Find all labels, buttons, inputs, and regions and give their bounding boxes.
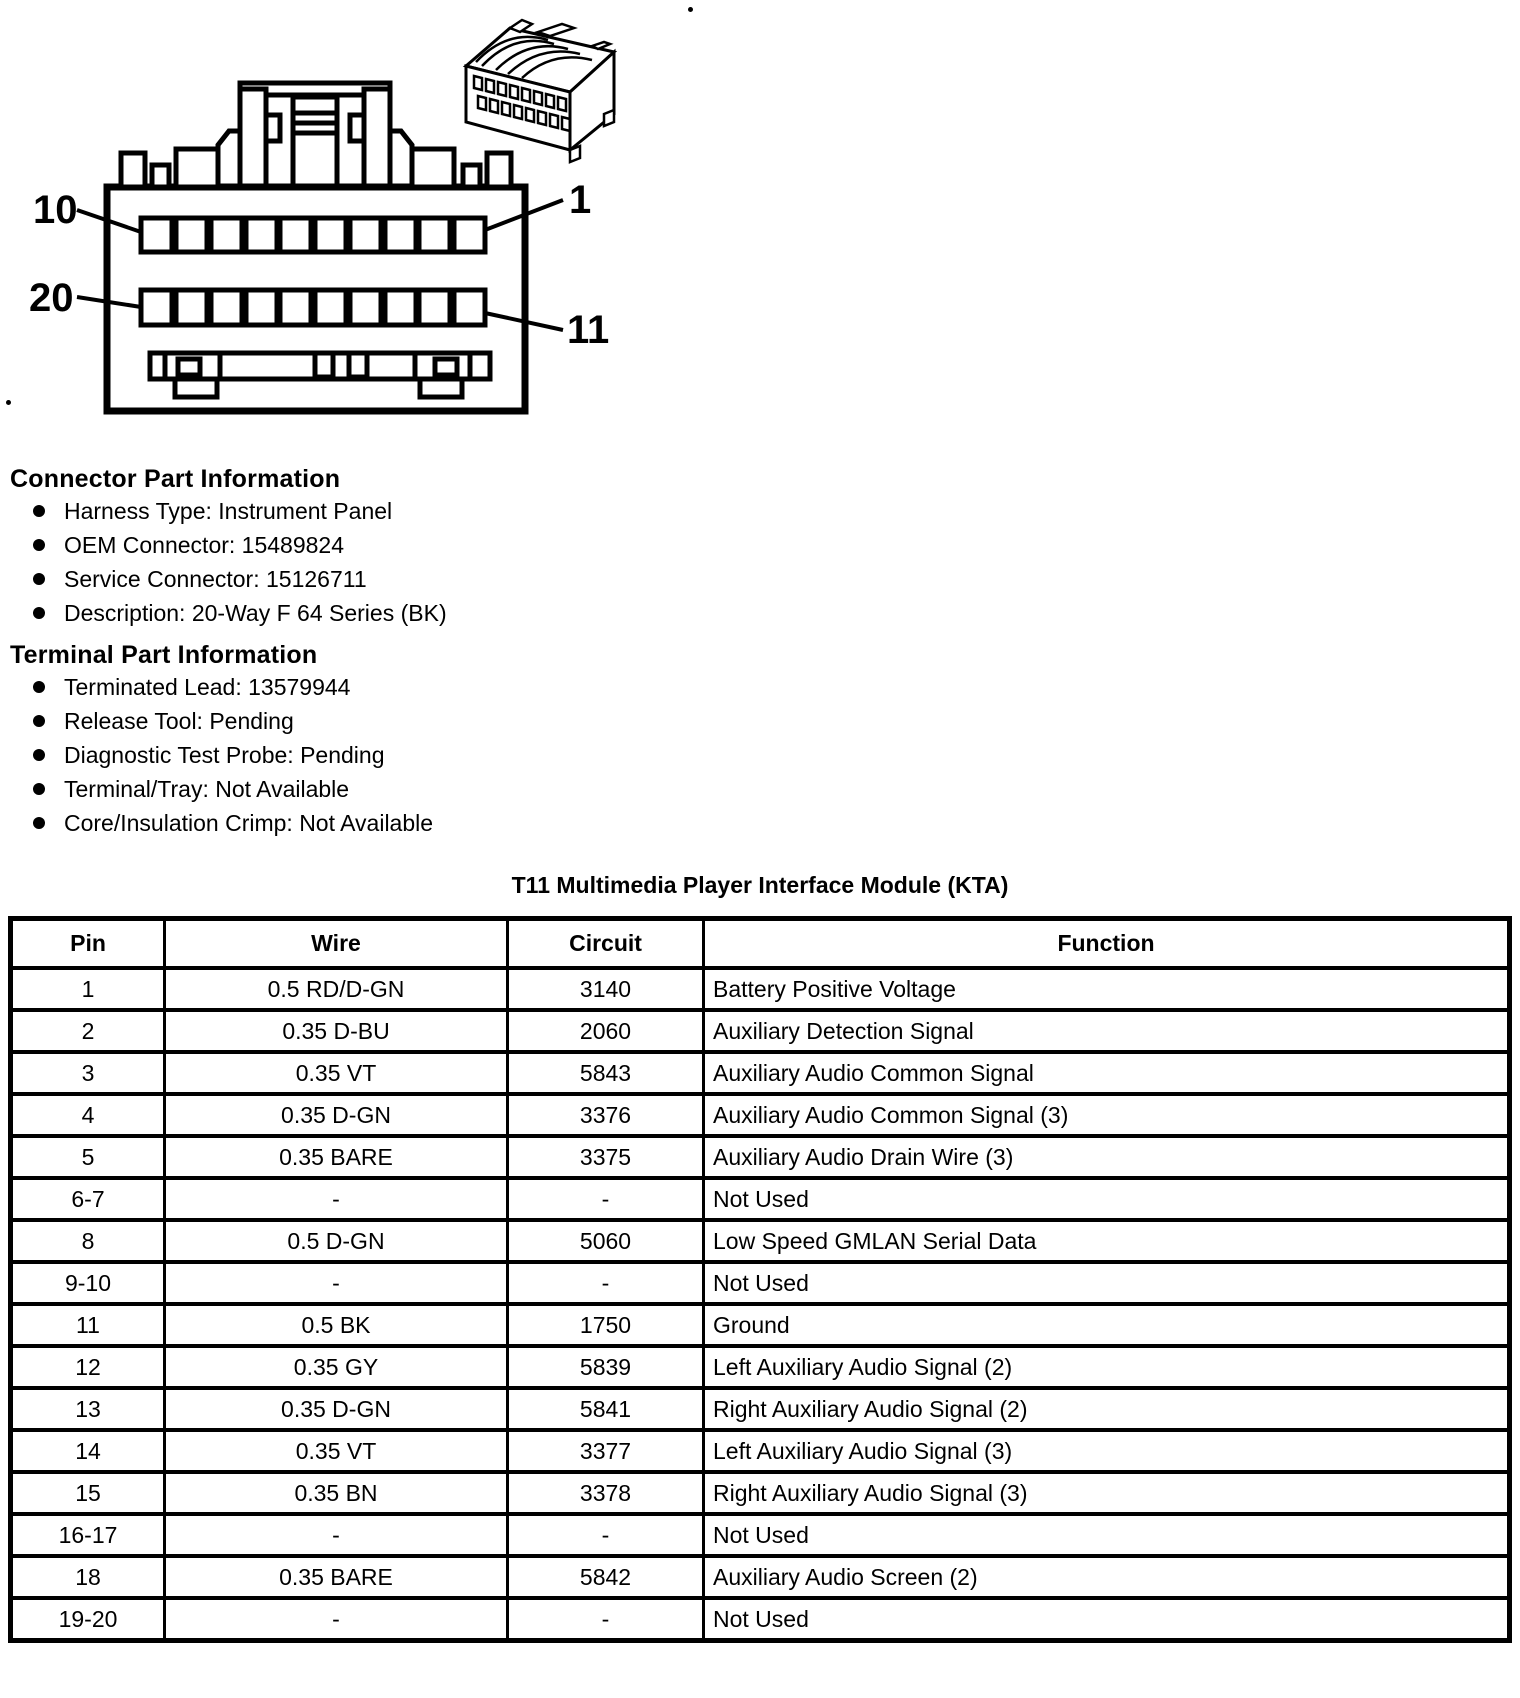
list-item-text: Terminal/Tray: Not Available: [64, 775, 350, 802]
cell-pin: 9-10: [11, 1262, 165, 1304]
cell-function: Not Used: [704, 1598, 1510, 1641]
cell-circuit: 3378: [508, 1472, 704, 1514]
column-header-pin: Pin: [11, 919, 165, 969]
column-header-wire: Wire: [165, 919, 508, 969]
bullet-icon: [33, 681, 45, 693]
cell-wire: 0.35 GY: [165, 1346, 508, 1388]
cell-function: Right Auxiliary Audio Signal (3): [704, 1472, 1510, 1514]
list-item-text: Service Connector: 15126711: [64, 565, 367, 592]
terminal-part-info-list: [0, 670, 1520, 840]
connector-diagram-area: [0, 0, 1520, 462]
list-item-text: Diagnostic Test Probe: Pending: [64, 741, 385, 768]
list-item: [33, 738, 1520, 772]
bullet-icon: [33, 749, 45, 761]
cell-circuit: -: [508, 1598, 704, 1641]
table-row: [11, 1388, 1510, 1430]
cell-pin: 4: [11, 1094, 165, 1136]
cell-wire: 0.35 VT: [165, 1430, 508, 1472]
table-row: [11, 1178, 1510, 1220]
cell-function: Right Auxiliary Audio Signal (2): [704, 1388, 1510, 1430]
table-row: [11, 1136, 1510, 1178]
cell-circuit: 2060: [508, 1010, 704, 1052]
list-item-text: Terminated Lead: 13579944: [64, 673, 351, 700]
pin-label-1: 1: [569, 178, 592, 222]
cell-circuit: 5842: [508, 1556, 704, 1598]
cell-wire: 0.35 BARE: [165, 1556, 508, 1598]
cell-pin: 15: [11, 1472, 165, 1514]
pin-label-20: 20: [29, 276, 74, 320]
cell-function: Auxiliary Audio Common Signal: [704, 1052, 1510, 1094]
cell-function: Not Used: [704, 1178, 1510, 1220]
cell-wire: -: [165, 1178, 508, 1220]
cell-function: Left Auxiliary Audio Signal (3): [704, 1430, 1510, 1472]
list-item: [33, 562, 1520, 596]
cell-wire: 0.5 D-GN: [165, 1220, 508, 1262]
cell-pin: 13: [11, 1388, 165, 1430]
cell-function: Battery Positive Voltage: [704, 968, 1510, 1010]
cell-function: Auxiliary Detection Signal: [704, 1010, 1510, 1052]
cell-pin: 2: [11, 1010, 165, 1052]
list-item: [33, 806, 1520, 840]
cell-function: Left Auxiliary Audio Signal (2): [704, 1346, 1510, 1388]
pinout-table-title: T11 Multimedia Player Interface Module (KTA): [511, 872, 1009, 898]
table-row: [11, 968, 1510, 1010]
bullet-icon: [33, 817, 45, 829]
pin-label-11: 11: [567, 308, 610, 352]
table-row: [11, 1304, 1510, 1346]
table-row: [11, 1472, 1510, 1514]
cell-pin: 3: [11, 1052, 165, 1094]
bullet-icon: [33, 539, 45, 551]
table-row: [11, 1052, 1510, 1094]
pinout-table: [8, 916, 1512, 1643]
cell-circuit: 5841: [508, 1388, 704, 1430]
table-row: [11, 1220, 1510, 1262]
connector-part-info-list: [0, 494, 1520, 630]
cell-pin: 12: [11, 1346, 165, 1388]
cell-pin: 14: [11, 1430, 165, 1472]
cell-wire: 0.35 VT: [165, 1052, 508, 1094]
cell-circuit: -: [508, 1514, 704, 1556]
cell-function: Ground: [704, 1304, 1510, 1346]
cell-pin: 8: [11, 1220, 165, 1262]
cell-pin: 6-7: [11, 1178, 165, 1220]
pin-label-10: 10: [33, 188, 78, 232]
bullet-icon: [33, 783, 45, 795]
bullet-icon: [33, 573, 45, 585]
bullet-icon: [33, 505, 45, 517]
bullet-icon: [33, 607, 45, 619]
cell-pin: 18: [11, 1556, 165, 1598]
cell-wire: 0.5 RD/D-GN: [165, 968, 508, 1010]
list-item: [33, 494, 1520, 528]
cell-wire: -: [165, 1262, 508, 1304]
list-item-text: Release Tool: Pending: [64, 707, 294, 734]
cell-circuit: 3376: [508, 1094, 704, 1136]
list-item-text: OEM Connector: 15489824: [64, 531, 345, 558]
scan-artifact-dot: [688, 7, 693, 12]
cell-circuit: -: [508, 1178, 704, 1220]
table-header-row: [11, 919, 1510, 969]
table-row: [11, 1514, 1510, 1556]
bullet-icon: [33, 715, 45, 727]
cell-wire: 0.35 BARE: [165, 1136, 508, 1178]
cell-wire: 0.35 D-GN: [165, 1094, 508, 1136]
cell-pin: 19-20: [11, 1598, 165, 1641]
section-heading-terminal-part-information: Terminal Part Information: [10, 641, 318, 669]
connector-isometric-drawing: [452, 2, 652, 167]
cell-circuit: 5060: [508, 1220, 704, 1262]
cell-pin: 16-17: [11, 1514, 165, 1556]
cell-circuit: -: [508, 1262, 704, 1304]
table-row: [11, 1346, 1510, 1388]
table-row: [11, 1598, 1510, 1641]
cell-function: Auxiliary Audio Drain Wire (3): [704, 1136, 1510, 1178]
cell-wire: 0.35 BN: [165, 1472, 508, 1514]
list-item: [33, 704, 1520, 738]
cell-wire: -: [165, 1598, 508, 1641]
list-item-text: Description: 20-Way F 64 Series (BK): [64, 599, 447, 626]
cell-function: Auxiliary Audio Common Signal (3): [704, 1094, 1510, 1136]
cell-function: Not Used: [704, 1262, 1510, 1304]
cell-wire: 0.5 BK: [165, 1304, 508, 1346]
cell-pin: 1: [11, 968, 165, 1010]
pinout-table-body: [11, 968, 1510, 1641]
cell-wire: -: [165, 1514, 508, 1556]
column-header-circuit: Circuit: [508, 919, 704, 969]
cell-pin: 11: [11, 1304, 165, 1346]
table-row: [11, 1010, 1510, 1052]
table-row: [11, 1556, 1510, 1598]
table-row: [11, 1430, 1510, 1472]
cell-circuit: 1750: [508, 1304, 704, 1346]
cell-pin: 5: [11, 1136, 165, 1178]
list-item: [33, 670, 1520, 704]
section-heading-connector-part-information: Connector Part Information: [10, 465, 341, 493]
cell-function: Auxiliary Audio Screen (2): [704, 1556, 1510, 1598]
cell-circuit: 3377: [508, 1430, 704, 1472]
scan-artifact-dot: [6, 400, 11, 405]
table-row: [11, 1094, 1510, 1136]
list-item: [33, 528, 1520, 562]
list-item: [33, 596, 1520, 630]
cell-circuit: 3140: [508, 968, 704, 1010]
cell-wire: 0.35 D-BU: [165, 1010, 508, 1052]
cell-function: Low Speed GMLAN Serial Data: [704, 1220, 1510, 1262]
cell-circuit: 3375: [508, 1136, 704, 1178]
list-item-text: Core/Insulation Crimp: Not Available: [64, 809, 434, 836]
cell-function: Not Used: [704, 1514, 1510, 1556]
table-row: [11, 1262, 1510, 1304]
cell-circuit: 5839: [508, 1346, 704, 1388]
cell-circuit: 5843: [508, 1052, 704, 1094]
list-item: [33, 772, 1520, 806]
cell-wire: 0.35 D-GN: [165, 1388, 508, 1430]
list-item-text: Harness Type: Instrument Panel: [64, 497, 393, 524]
column-header-function: Function: [704, 919, 1510, 969]
